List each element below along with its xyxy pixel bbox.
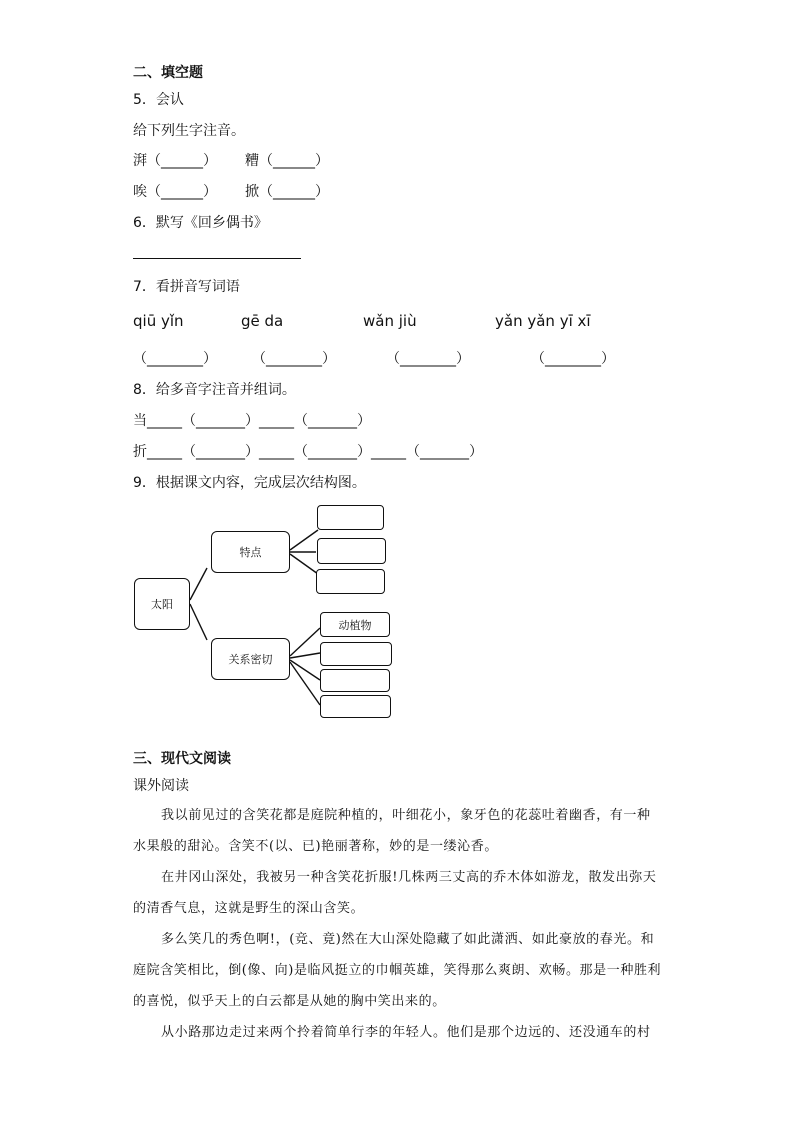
fill-blank[interactable]: 唉（______）	[133, 184, 217, 200]
pinyin-text: wǎn jiù	[363, 312, 417, 330]
fill-blank[interactable]: 掀（______）	[245, 184, 329, 200]
node-label: 特点	[239, 546, 262, 559]
diagram-blank-box[interactable]	[316, 569, 385, 594]
fill-blank[interactable]: 糟（______）	[245, 153, 329, 169]
diagram-branch-node	[211, 638, 290, 680]
reading-paragraph: 我以前见过的含笑花都是庭院种植的，叶细花小，象牙色的花蕊吐着幽香，有一种水果般的甜沁。含笑不(以、已)艳丽著称，妙的是一缕沁香。	[133, 808, 651, 854]
pinyin-text: gē da	[241, 312, 284, 330]
fill-blank[interactable]: 湃（______）	[133, 153, 217, 169]
diagram-blank-box[interactable]	[320, 695, 391, 718]
diagram-leaf-node	[320, 612, 390, 637]
reading-paragraph: 多么笑几的秀色啊!，(竞、竟)然在大山深处隐藏了如此潇洒、如此豪放的春光。和庭院含笑相比，倒(像、向)是临风挺立的巾帼英雄，笑得那么爽朗、欢畅。那是一种胜利的喜悦，似乎天上的白云都是从她的胸中笑出来的。	[133, 932, 662, 1009]
node-label: 太阳	[151, 598, 173, 611]
question-instruction: 给下列生字注音。	[133, 123, 245, 139]
fill-blank[interactable]: 当_____（_______）_____（_______）	[133, 413, 371, 429]
connector-line	[290, 660, 320, 680]
fill-blank[interactable]: 折_____（_______）_____（_______）_____（_______）	[133, 444, 483, 460]
question-title: 7．看拼音写词语	[133, 279, 240, 295]
diagram-blank-box[interactable]	[320, 669, 390, 692]
connector-line	[290, 628, 320, 656]
diagram-branch-node	[211, 531, 290, 573]
fill-blank[interactable]: （________）	[386, 351, 470, 367]
connector-line	[190, 568, 207, 600]
diagram-blank-box[interactable]	[317, 538, 386, 564]
question-title: 8．给多音字注音并组词。	[133, 382, 296, 398]
node-label: 动植物	[338, 618, 372, 632]
section-title: 三、现代文阅读	[133, 751, 231, 767]
section-title: 二、填空题	[133, 65, 203, 81]
pinyin-text: qiū yǐn	[133, 312, 184, 330]
pinyin-text: yǎn yǎn yī xī	[495, 312, 591, 330]
node-label: 关系密切	[228, 653, 273, 666]
diagram-blank-box[interactable]	[317, 505, 384, 530]
connector-line	[190, 604, 207, 640]
section-subtitle: 课外阅读	[133, 778, 189, 794]
fill-blank[interactable]: （________）	[252, 351, 336, 367]
question-title: 9．根据课文内容，完成层次结构图。	[133, 475, 366, 491]
question-title: 6．默写《回乡偶书》	[133, 215, 268, 231]
fill-blank[interactable]: （________）	[133, 351, 217, 367]
connector-line	[290, 662, 320, 705]
reading-paragraph: 在井冈山深处，我被另一种含笑花折服!几株两三丈高的乔木体如游龙，散发出弥天的清香气息，这就是野生的深山含笑。	[133, 870, 657, 916]
reading-paragraph: 从小路那边走过来两个拎着简单行李的年轻人。他们是那个边远的、还没通车的村	[161, 1025, 651, 1040]
question-title: 5．会认	[133, 92, 184, 108]
diagram-blank-box[interactable]	[320, 642, 392, 666]
fill-blank[interactable]: （________）	[531, 351, 615, 367]
connector-line	[290, 530, 318, 550]
diagram-root-node	[134, 578, 190, 630]
connector-line	[290, 653, 320, 658]
connector-line	[290, 554, 318, 574]
